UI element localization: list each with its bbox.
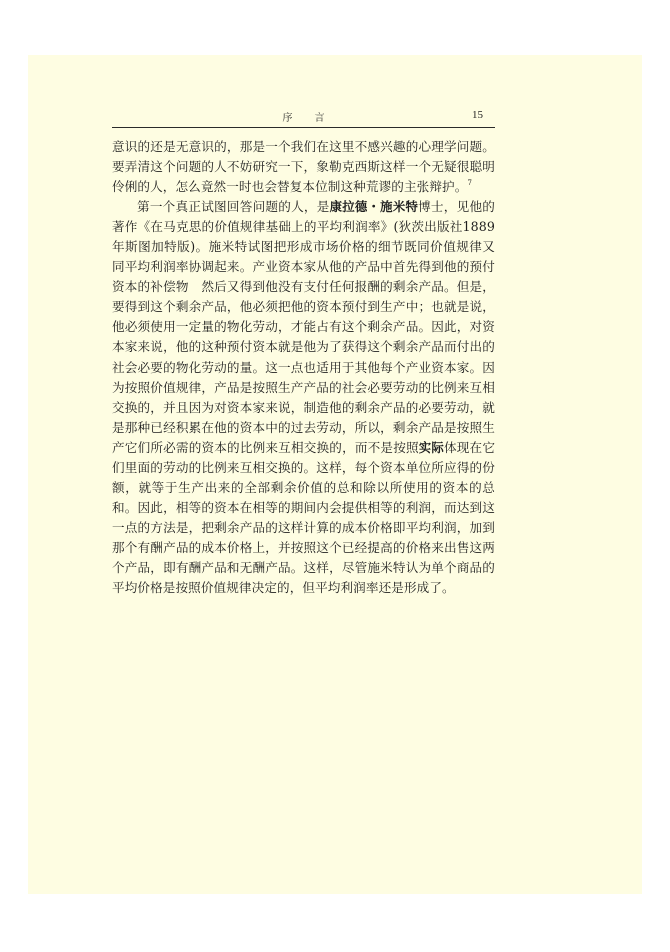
paragraph-1 — [112, 137, 495, 197]
emphasis-word: 实际 — [418, 439, 444, 455]
author-name: 康拉德・施米特 — [329, 199, 419, 215]
footnote-ref-7: 7 — [467, 179, 472, 188]
page-number: 15 — [472, 109, 483, 121]
page-body — [112, 137, 495, 598]
paragraph-2-part-3: 体现在它们里面的劳动的比例来互相交换的。这样，每个资本单位所应得的份额，就等于生产出来的全部剩余价值的总和除以所使用的资本的总和。因此，相等的资本在相等的期间内会提供相等的利润，而达到这一点的方法是，把剩余产品的这样计算的成本价格即平均利润，加到那个有酬产品的成本价格上，并按照这个已经提高的价格来出售这两个产品，即有酬产品和无酬产品。这样，尽管施米特认为单个商品的平均价格是按照价值规律决定的，但平均利润率还是形成了。 — [112, 439, 496, 596]
header-title: 序言 — [282, 113, 347, 124]
running-header — [112, 105, 495, 128]
paragraph-1-text: 意识的还是无意识的，那是一个我们在这里不感兴趣的心理学问题。要弄清这个问题的人不妨研究一下，象勒克西斯这样一个无疑很聪明伶俐的人，怎么竟然一时也会替复本位制这种荒谬的主张辩护。 — [112, 139, 495, 195]
paragraph-2-part-1: 第一个真正试图回答问题的人，是 — [137, 199, 330, 215]
paragraph-2-part-2: 博士，见他的著作《在马克思的价值规律基础上的平均利润率》(狄茨出版社1889年斯图加特版)。施米特试图把形成市场价格的细节既同价值规律又同平均利润率协调起来。产业资本家从他的产品中首先得到他的预付资本的补偿物 然后又得到他没有支付任何报酬的剩余产品。但是，要得到这个剩余产品，他必须把他的资本预付到生产中；也就是说，他必须使用一定量的物化劳动，才能占有这个剩余产品。因此，对资本家来说，他的这种预付资本就是他为了获得这个剩余产品而付出的社会必要的物化劳动的量。这一点也适用于其他每个产业资本家。因为按照价值规律，产品是按照生产产品的社会必要劳动的比例来互相交换的，并且因为对资本家来说，制造他的剩余产品的必要劳动，就是那种已经积累在他的资本中的过去劳动，所以，剩余产品是按照生产它们所必需的资本的比例来互相交换的，而不是按照 — [112, 199, 495, 455]
paragraph-2 — [112, 197, 495, 598]
